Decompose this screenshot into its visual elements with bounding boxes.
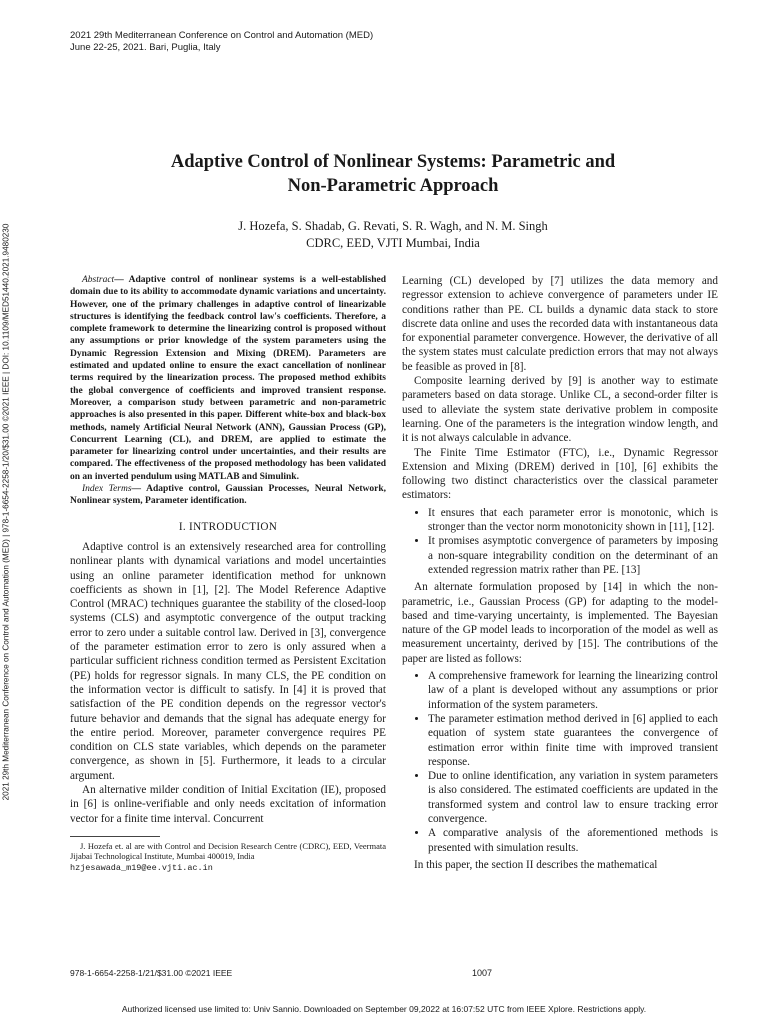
right-paragraph-5: In this paper, the section II describes the mathematical <box>414 858 658 871</box>
footnote-email[interactable]: hzjesawada_m19@ee.vjti.ac.in <box>70 862 213 873</box>
intro-paragraph-2: An alternative milder condition of Initial Excitation (IE), proposed in [6] is online-verifiable and only needs excitation of information vector for a finite time interval. Concurrent <box>70 783 386 825</box>
left-column <box>70 274 386 873</box>
right-paragraph-3: The Finite Time Estimator (FTC), i.e., Dynamic Regressor Extension and Mixing (DREM) derived in [10], [6] exhibits the following two distinct characteristics over the classical parameter estimators: <box>402 446 718 502</box>
title-line-2: Non-Parametric Approach <box>287 176 499 196</box>
license-notice: Authorized licensed use limited to: Univ Sannio. Downloaded on September 09,2022 at 16:07:52 UTC from IEEE Xplore. Restrictions apply. <box>121 1004 647 1014</box>
contributions-list <box>402 669 718 855</box>
list-item: • It promises asymptotic convergence of parameters by imposing a non-square integrability condition on the determinant of an extended regression matrix rather than PE. [13] <box>428 534 718 577</box>
abstract <box>70 274 386 483</box>
author-block <box>70 218 716 252</box>
index-terms-text: — Adaptive control, Gaussian Processes, Neural Network, Nonlinear system, Parameter identification. <box>70 484 386 507</box>
title-line-1: Adaptive Control of Nonlinear Systems: Parametric and <box>170 152 616 172</box>
list-item: • A comparative analysis of the aforementioned methods is presented with simulation results. <box>428 826 718 855</box>
paper-title <box>70 150 716 198</box>
abstract-label: Abstract <box>82 275 115 285</box>
page-number: 1007 <box>472 968 493 978</box>
isbn-footer: 978-1-6654-2258-1/21/$31.00 ©2021 IEEE <box>70 968 233 978</box>
right-paragraph-2: Composite learning derived by [9] is another way to estimate parameters based on data storage. Unlike CL, a second-order filter is used to alleviate the system state derivative problem in composite learning. One of the parameters is the integration window length, and it is not always calculable in advance. <box>402 375 718 445</box>
footnote-divider <box>70 836 160 837</box>
right-column <box>402 274 718 872</box>
list-item: • The parameter estimation method derived in [6] applied to each equation of system state guarantees the convergence of estimation error within finite time with improved transient response. <box>428 712 718 769</box>
author-affiliation: CDRC, EED, VJTI Mumbai, India <box>306 236 480 250</box>
right-paragraph-4: An alternate formulation proposed by [14] in which the non-parametric, i.e., Gaussian Process (GP) for adapting to the model-based and time-varying uncertainty, is implemented. The Bayesian nature of the GP model leads to incorporation of the model as well as measurement uncertainty, derived by [15]. The contributions of the paper are listed as follows: <box>402 581 718 665</box>
list-item: • A comprehensive framework for learning the linearizing control law of a plant is developed without any assumptions or prior information of the system parameters. <box>428 669 718 712</box>
conference-date: June 22-25, 2021. Bari, Puglia, Italy <box>70 42 221 53</box>
footnote-text: J. Hozefa et. al are with Control and Decision Research Centre (CDRC), EED, Veermata Jijabai Technological Institute, Mumbai 400019, India <box>70 840 386 862</box>
index-terms-label: Index Terms <box>82 484 132 495</box>
author-names: J. Hozefa, S. Shadab, G. Revati, S. R. Wagh, and N. M. Singh <box>238 219 548 233</box>
section-heading-introduction: I. INTRODUCTION <box>178 520 278 533</box>
footnote <box>70 841 386 874</box>
side-citation-text: 2021 29th Mediterranean Conference on Control and Automation (MED) | 978-1-6654-2258-1/20/$31.00 ©2021 IEEE | DOI: 10.1109/MED51440.2021.9480230 <box>1 223 11 801</box>
conference-name: 2021 29th Mediterranean Conference on Control and Automation (MED) <box>70 30 374 41</box>
abstract-text: — Adaptive control of nonlinear systems is a well-established domain due to its ability to accommodate dynamic variations and uncertainty. However, one of the primary challenges in adaptive control of linearizable structures is identifying the feedback control law's coefficients. Therefore, a complete framework to determine the linearizing control is proposed without any assumptions or prior knowledge of the system parameters using the Dynamic Regression Extension and Mixing (DREM). Parameters are estimated and updated online to ensure the exact cancellation of nonlinear terms required by the linearization process. The proposed method exhibits the global convergence of coefficients and improved transient response. Moreover, a comparison study between parametric and non-parametric approaches is also presented in this paper. Different white-box and black-box methods, namely Artificial Neural Network (ANN), Gaussian Process (GP), Concurrent Learning (CL), and DREM, are applied to estimate the parameter for linearizing control under uncertainties, and their results are compared. The effectiveness of the proposed methodology has been validated on an inverted pendulum using MATLAB and Simulink. <box>70 275 386 482</box>
list-item: • It ensures that each parameter error is monotonic, which is stronger than the vector norm monotonicity shown in [11], [12]. <box>428 506 718 535</box>
right-paragraph-1: Learning (CL) developed by [7] utilizes the data memory and regressor extension to achieve convergence of parameters under IE conditions rather than PE. CL builds a dynamic data stack to store discrete data online and uses the recorded data with instantaneous data for exponential parameter convergence. However, the derivative of all the system states must calculate prediction errors that may not always be feasible as proved in [8]. <box>402 275 718 373</box>
estimator-characteristics-list <box>402 506 718 577</box>
intro-paragraph-1: Adaptive control is an extensively researched area for controlling nonlinear plants with dynamical variations and model uncertainties using an online parameter identification method for unknown coefficients as shown in [1], [2]. The Model Reference Adaptive Control (MRAC) techniques guarantee the stability of the closed-loop systems (CLS) and asymptotic convergence of the output tracking error to zero under a suitable control law. Derived in [3], convergence of the parameter estimation error to zero is only assured when a particular sufficient richness condition termed as Persistent Excitation (PE) holds for regressor signals. In many CLS, the PE condition on the information vector is difficult to satisfy. In [4] it is proved that satisfaction of the PE condition depends on the regressor vector's future behavior and demands that the signal has adequate energy for the entire period. Moreover, parameter convergence requires PE condition on CLS state variables, which depends on the parameter convergence, as shown in [5]. Furthermore, it leads to a circular argument. <box>70 540 386 782</box>
list-item: • Due to online identification, any variation in system parameters is also considered. The estimated coefficients are updated in the transformed system and control law to ensure tracking error convergence. <box>428 769 718 826</box>
conference-header <box>70 30 373 54</box>
index-terms <box>70 483 386 508</box>
